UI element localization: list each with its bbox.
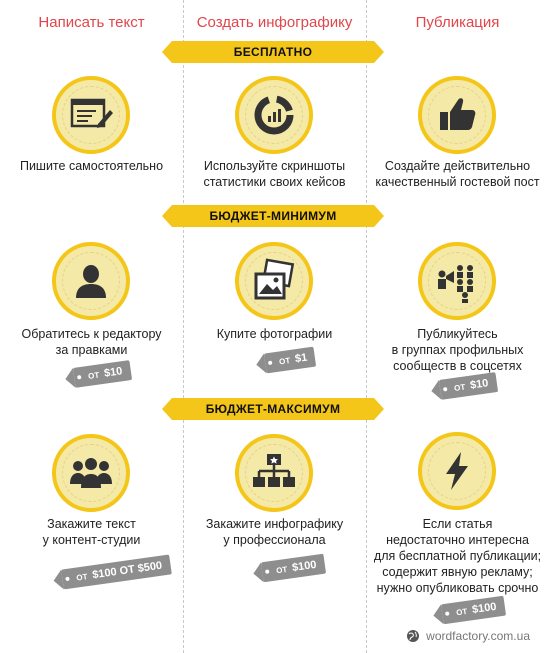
band-budget-min: БЮДЖЕТ-МИНИМУМ (172, 205, 374, 227)
icon-circle (235, 434, 313, 512)
footer-site (406, 629, 530, 643)
column-header-publish: Публикация (415, 14, 500, 31)
icon-circle (418, 242, 496, 320)
band-free: БЕСПЛАТНО (172, 41, 374, 63)
megaphone-group-icon (434, 258, 480, 304)
caption: Закажите инфографику у профессионала (205, 517, 344, 547)
band-budget-max: БЮДЖЕТ-МАКСИМУМ (172, 398, 374, 420)
icon-circle (235, 76, 313, 154)
globe-icon (406, 629, 420, 643)
caption: Если статья недостаточно интересна для бесплатной публикации; содержит явную рекламу; нужно опубликовать срочно (373, 517, 542, 595)
price-tag: ОТ $10 (439, 372, 498, 400)
photos-icon (251, 258, 297, 304)
price-tag: ОТ $100 ОТ $500 (61, 555, 171, 590)
team-icon (68, 450, 114, 496)
column-header-write: Написать текст (38, 14, 145, 31)
price-tag: ОТ $10 (73, 360, 132, 388)
column-header-infographic: Создать инфографику (196, 14, 353, 31)
icon-circle (52, 434, 130, 512)
caption: Обратитесь к редактору за правками (21, 327, 162, 357)
lightning-icon (434, 448, 480, 494)
icon-circle (418, 432, 496, 510)
price-tag: ОТ $100 (441, 596, 506, 625)
icon-circle (52, 242, 130, 320)
donut-chart-icon (251, 92, 297, 138)
icon-circle (52, 76, 130, 154)
price-tag: ОТ $1 (264, 347, 317, 374)
price-tag: ОТ $100 (261, 554, 326, 583)
caption: Создайте действительно качественный гостевой пост (375, 159, 540, 189)
person-icon (68, 258, 114, 304)
caption: Пишите самостоятельно (19, 159, 164, 173)
icon-circle (418, 76, 496, 154)
caption: Закажите текст у контент-студии (42, 517, 141, 547)
footer-text: wordfactory.com.ua (426, 629, 530, 643)
thumbs-up-icon (434, 92, 480, 138)
caption: Публикуйтесь в группах профильных сообществ в соцсетях (391, 327, 524, 373)
hierarchy-icon (251, 450, 297, 496)
icon-circle (235, 242, 313, 320)
caption: Используйте скриншоты статистики своих кейсов (203, 159, 346, 189)
caption: Купите фотографии (216, 327, 333, 341)
document-pen-icon (68, 92, 114, 138)
